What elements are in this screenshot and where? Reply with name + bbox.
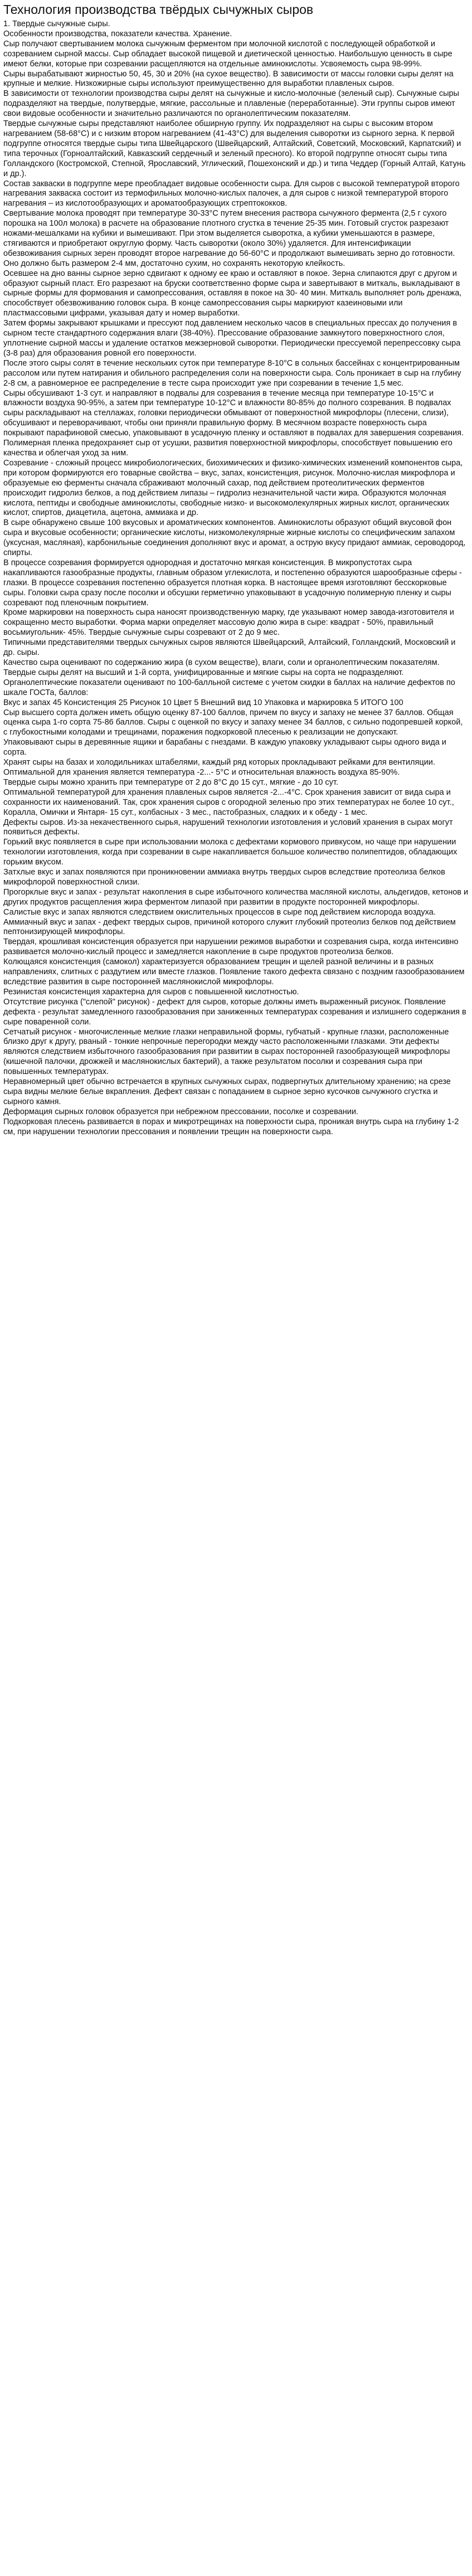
paragraph: В процессе созревания формируется однородная и достаточно мягкая консистенция. В микропустотах сыра накапливаются газообразные продукты, главным образом углекислота, и постепенно образуются шарообразные сферы - глазки. В процессе созревания постепенно образуется плотная корка. В настоящее время изготовляют бесскорковые сыры. Головки сыра сразу после посолки и обсушки герметично упаковывают в усадочную полимерную пленку и сыры созревают под пленочным покрытием.	[3, 558, 462, 607]
paragraph: Колющаяся консистенция (самокол) характеризуется образованием трещин и щелей разной величины и в разных направлениях, слитных с раздутием или вместе глазков. Появление такого дефекта связано с поздним газообразованием вследствие развития в сыре посторонней маслянокислой микрофлоры.	[3, 958, 465, 986]
paragraph: Затхлые вкус и запах появляются при проникновении аммиака внутрь твердых сыров вследствие протеолиза белков микрофлорой поверхностной слизи.	[3, 868, 445, 887]
paragraph: Сыр высшего сорта должен иметь общую оценку 87-100 баллов, причем по вкусу и запаху не менее 37 баллов. Общая оценка сыра 1-го сорта 75-86 баллов. Сыры с оценкой по вкусу и запаху менее 34 баллов, с сильно подопревшей коркой, с глубокостными колодами и трещинами, поражения подкорковой плесенью к реализации не допускают.	[3, 708, 463, 737]
paragraph: В зависимости от технологии производства сыры делят на сычужные и кисло-молочные (зеленый сыр). Сычужные сыры подразделяют на твердые, полутвердые, мягкие, рассольные и плавленые (переработанные). Эти группы сыров имеют свои видовые особенности и значительно различаются по органолептическим показателям.	[3, 89, 459, 119]
paragraph: Твердая, крошливая консистенция образуется при нарушении режимов выработки и созревания сыра, когда интенсивно развивается молочно-кислый процесс и замедляется накопление в сыре продуктов протеолиза белков.	[3, 937, 459, 957]
document-body	[3, 20, 469, 1138]
paragraph: 1. Твердые сычужные сыры.	[3, 20, 110, 28]
paragraph: После этого сыры солят в течение нескольких суток при температуре 8-10°С в сольных бассейнах с концентрированным рассолом или путем натирания и обильного распределения соли на поверхности сыра. Соль проникает в сыр на глубину 2-8 см, а равномерное ее распределение в тесте сыра происходит уже при созревании в течение 1,5 мес.	[3, 358, 461, 388]
paragraph: Салистые вкус и запах являются следствием окислительных процессов в сыре под действием кислорода воздуха.	[3, 907, 436, 917]
paragraph: Кроме маркировки на поверхность сыра наносят производственную марку, где указывают номер завода-изготовителя и сокращенно место выработки. Форма марки определяет массовую долю жира в сыре: квадрат - 50%, правильный восьмиугольник- 45%. Твердые сычужные сыры созревают от 2 до 9 мес.	[3, 608, 454, 638]
paragraph: Аммиачный вкус и запах - дефект твердых сыров, причиной которого служит глубокий протеолиз белков под действием пептонизирующей микрофлоры.	[3, 917, 456, 937]
paragraph: Сыры обсушивают 1-3 сут. и направляют в подвалы для созревания в течение месяца при температуре 10-15°С и влажности воздуха 90-95%, а затем при температуре 10-12°С и влажности 80-85% до полного созревания. В подвалах сыры раскладывают на стеллажах, головки периодически обмывают от поверхностной микрофлоры (плесени, слизи), обсушивают и переворачивают, чтобы они приняли правильную форму. В месячном возрасте поверхность сыра покрывают парафиновой смесью, упаковывают в усадочную пленку и оставляют в подвалах для завершения созревания. Полимерная пленка предохраняет сыр от усушки, развития поверхностной микрофлоры, способствует повышению его качества и облегчая уход за ним.	[3, 388, 464, 458]
paragraph: Сыр получают свертыванием молока сычужным ферментом при молочной кислотой с последующей обработкой и созреванием сырной массы. Сыр обладает высокой пищевой и диетической ценностью. Наибольшую ценность в сыре имеют белки, которые при созревании расщепляются на отдельные аминокислоты. Усвояемость сыра 98-99%.	[3, 39, 452, 69]
paragraph: Свертывание молока проводят при температуре 30-33°С путем внесения раствора сычужного фермента (2,5 г сухого порошка на 100л молока) в расчете на образование плотного сгустка в течение 25-35 мин. Готовый сгусток разрезают ножами-мешалками на кубики и вымешивают. При этом выделяется сыворотка, а кубики уменьшаются в размере, стягиваются и приобретают округлую форму. Часть сыворотки (около 30%) удаляется. Для интенсификации обезвоживания сырных зерен проводят второе нагревание до 56-60°С и продолжают вымешивать зерно до готовности. Оно должно быть размером 2-4 мм, достаточно сухим, но сохранять некоторую клейкость.	[3, 209, 455, 268]
paragraph: Затем формы закрывают крышками и прессуют под давлением несколько часов в специальных прессах до получения в сырном тесте стандартного содержания влаги (38-40%). Прессование образование замкнутого поверхностного слоя, уплотнение сырной массы и удаление остатков межзерновой сыворотки. Периодически прессуемой перепрессовку сыра (3-8 раз) для образования ровной его поверхности.	[3, 319, 461, 358]
paragraph: Подкорковая плесень развивается в порах и микротрещинах на поверхности сыра, проникая внутрь сыра на глубину 1-2 см, при нарушении технологии прессования и появлении трещин на поверхности сыра.	[3, 1117, 459, 1136]
paragraph: Твердые сыры можно хранить при температуре от 2 до 8°С до 15 сут., мягкие - до 10 сут.	[3, 777, 338, 787]
paragraph: Сетчатый рисунок - многочисленные мелкие глазки неправильной формы, губчатый - крупные глазки, расположенные близко друг к другу, рваный - тонкие непрочные перегородки между часто расположенными глазками. Эти дефекты являются следствием избыточного газообразования при развитии в сырах посторонней газообразующей микрофлоры (кишечной палочки, дрожжей и маслянокислых бактерий), а также результатом посолки и созревания сыра при повышенных температурах.	[3, 1027, 450, 1077]
paragraph: Деформация сырных головок образуется при небрежном прессовании, посолке и созревании.	[3, 1107, 358, 1116]
paragraph: Осевшее на дно ванны сырное зерно сдвигают к одному ее краю и оставляют в покое. Зерна слипаются друг с другом и образуют сырный пласт. Его разрезают на бруски соответственно форме сыра и завертывают в миткаль, выкладывают в сырные формы для формования и самопрессования, оставляя в покое на 30- 40 мин. Миткаль выполняет роль дренажа, способствует обезвоживанию головок сыра. В конце самопрессования сыры маркируют казеиновыми или пластмассовыми цифрами, указывая дату и номер выработки.	[3, 269, 462, 318]
document-title: Технология производства твёрдых сычужных сыров	[3, 2, 314, 17]
paragraph: Хранят сыры на базах и холодильниках штабелями, каждый ряд которых прокладывают рейками для вентиляции. Оптимальной для хранения является температура -2...- 5°С и относительная влажность воздуха 85-90%.	[3, 758, 435, 777]
paragraph: Сыры вырабатывают жирностью 50, 45, 30 и 20% (на сухое вещество). В зависимости от массы головки сыры делят на крупные и мелкие. Низкожирные сыры используют преимущественно для выработки плавленых сыров.	[3, 69, 454, 89]
paragraph: Особенности производства, показатели качества. Хранение.	[3, 29, 232, 38]
paragraph: Вкус и запах 45 Консистенция 25 Рисунок 10 Цвет 5 Внешний вид 10 Упаковка и маркировка 5 ИТОГО 100	[3, 698, 403, 707]
paragraph: Качество сыра оценивают по содержанию жира (в сухом веществе), влаги, соли и органолептическим показателям. Твердые сыры делят на высший и 1-й сорта, унифицированные и мягкие сыры на сорта не подразделяют. Органолептические показатели оценивают по 100-балльной системе с учетом скидки в баллах на наличие дефектов по шкале ГОСТа, баллов:	[3, 658, 455, 697]
paragraph: Состав закваски в подгруппе мере преобладает видовые особенности сыра. Для сыров с высокой температурой второго нагревания закваска состоит из термофильных молочно-кислых палочек, а для сыров с низкой температурой второго нагревания – из кислотообразующих и ароматообразующих стрептококков.	[3, 179, 460, 208]
paragraph: Созревание - сложный процесс микробиологических, биохимических и физико-химических изменений компонентов сыра, при котором формируются его товарные свойства – вкус, запах, консистенция, рисунок. Молочно-кислая микрофлора и образуемые ею ферменты сначала сбраживают молочный сахар, под действием протеолитических ферментов происходит гидролиз белков, а под действием липазы – гидролиз незначительной части жира. Образуются молочная кислота, пептиды и свободные аминокислоты, свободные низко- и высокомолекулярных жирных кислот, органических кислот, спиртов, диацетила, ацетона, аммиака и др.	[3, 458, 463, 518]
paragraph: Горький вкус появляется в сыре при использовании молока с дефектами кормового привкусом, но чаще при нарушении технологии изготовления, когда при созревании в сыре накапливается большое количество полипептидов, обладающих горьким вкусом.	[3, 838, 458, 867]
paragraph: Упаковывают сыры в деревянные ящики и барабаны с гнездами. В каждую упаковку укладывают сыры одного вида и сорта.	[3, 738, 446, 757]
paragraph: Отсутствие рисунка ("слепой" рисунок) - дефект для сыров, которые должны иметь выраженный рисунок. Появление дефекта - результат замедленного газообразования при заниженных температурах созревания и излишнего содержания в сыре поваренной соли.	[3, 997, 466, 1027]
paragraph: Резинистая консистенция характерна для сыров с повышенной кислотностью.	[3, 987, 299, 997]
paragraph: Твердые сычужные сыры представляют наиболее обширную группу. Их подразделяют на сыры с высоким втором нагреванием (58-68°С) и с низким втором нагреванием (41-43°С) для выделения сыворотки из сырного зерна. К первой подгруппе относятся твердые сыры типа Швейцарского (Швейцарский, Алтайский, Советский, Московский, Карпатский) и типа терочных (Горноалтайский, Кавказский сердечный и зеленый пресного). Ко второй подгруппе относят сыры типа Голландского (Костромской, Степной, Ярославский, Углический, Пошехонский и др.) и типа Чеддер (Горный Алтай, Катунь и др.).	[3, 119, 466, 178]
paragraph: Неравномерный цвет обычно встречается в крупных сычужных сырах, подвергнутых длительному хранению; на срезе сыра видны мелкие белые вкрапления. Дефект связан с попаданием в сырное зерно кусочков сычужного сгустка и сырного камня.	[3, 1077, 451, 1106]
document-page	[0, 1, 472, 1141]
paragraph: Типичными представителями твердых сычужных сыров являются Швейцарский, Алтайский, Голландский, Московский и др. сыры.	[3, 638, 456, 658]
paragraph: Прогорклые вкус и запах - результат накопления в сыре избыточного количества масляной кислоты, альдегидов, кетонов и других продуктов расщепления жира ферментом липазой при развитии в продукте посторонней микрофлоры.	[3, 887, 469, 907]
paragraph: В сыре обнаружено свыше 100 вкусовых и ароматических компонентов. Аминокислоты образуют общий вкусовой фон сыра и вкусовые особенности; органические кислоты, низкомолекулярные жирные кислоты со специфическим запахом (уксусная, масляная), карбонильные соединения дополняют вкус и аромат, а острую вкусу придают аммиак, сероводород, спирты.	[3, 518, 466, 558]
paragraph: Оптимальной температурой для хранения плавленых сыров является -2...-4°С. Срок хранения зависит от вида сыра и сохранности их наименований. Так, срок хранения сыров с огородной зеленью про этих температурах не более 10 сут., Коралла, Омички и Янтаря- 15 сут., колбасных - 3 мес., пастобразных, сладких и к обеду - 1 мес.	[3, 788, 454, 817]
paragraph: Дефекты сыров. Из-за некачественного сырья, нарушений технологии изготовления и условий хранения в сырах могут появиться дефекты.	[3, 818, 453, 837]
